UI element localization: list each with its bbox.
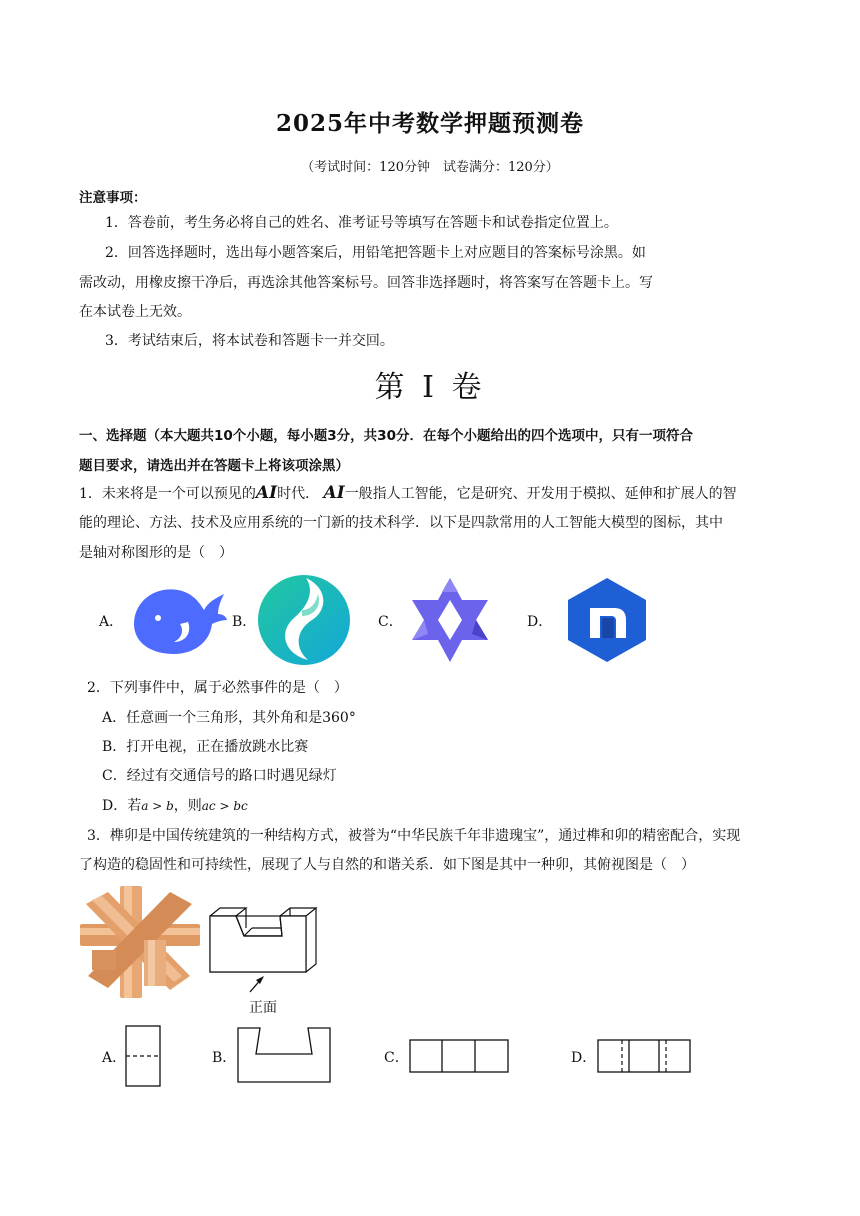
q1-text-a: 1．未来将是一个可以预见的: [79, 486, 256, 502]
notice-item-2-line-3: 在本试卷上无效。: [79, 304, 191, 320]
q2-option-b[interactable]: B．打开电视，正在播放跳水比赛: [102, 739, 309, 755]
q3-option-b-figure: [236, 1026, 334, 1084]
q2-option-c[interactable]: C．经过有交通信号的路口时遇见绿灯: [102, 768, 337, 784]
q2-d-result: ac > bc: [201, 799, 248, 813]
section-heading-line-2: 题目要求，请选出并在答题卡上将该项涂黑）: [79, 458, 349, 474]
q3-option-a-label[interactable]: A．: [102, 1050, 127, 1066]
q1-option-b-label[interactable]: B．: [232, 614, 257, 630]
q3-stem-line-2: 了构造的稳固性和可持续性，展现了人与自然的和谐关系．如下图是其中一种卯，其俯视图是（ ）: [79, 857, 695, 873]
notice-item-1: 1．答卷前，考生务必将自己的姓名、准考证号等填写在答题卡和试卷指定位置上。: [105, 215, 618, 231]
page-title: 2025年中考数学押题预测卷: [275, 110, 584, 137]
q1-stem-line-1: [79, 483, 737, 504]
swirl-logo-icon: [256, 574, 352, 666]
notice-heading: 注意事项：: [79, 190, 147, 206]
notice-item-2-line-2: 需改动，用橡皮擦干净后，再选涂其他答案标号。回答非选择题时，将答案写在答题卡上。写: [79, 275, 653, 291]
q1-text-c: 一般指人工智能，它是研究、开发用于模拟、延伸和扩展人的智: [344, 486, 737, 502]
q3-option-b-label[interactable]: B．: [212, 1050, 237, 1066]
whale-logo-icon: [128, 580, 228, 656]
q3-option-c-label[interactable]: C．: [384, 1050, 409, 1066]
q2-option-a[interactable]: A．任意画一个三角形，其外角和是360°: [102, 710, 356, 726]
q1-option-a-label[interactable]: A．: [99, 614, 124, 630]
q3-stem-line-1: 3．榫卯是中国传统建筑的一种结构方式，被誉为“中华民族千年非遗瑰宝”，通过榫和卯的精密配合，实现: [87, 828, 741, 844]
volume-heading: 第 I 卷: [374, 370, 486, 405]
section-heading-line-1: 一、选择题（本大题共10个小题，每小题3分，共30分．在每个小题给出的四个选项中，只有一项符合: [79, 428, 693, 444]
ai-term: AI: [323, 483, 345, 503]
exam-info: （考试时间：120分钟 试卷满分：120分）: [301, 160, 559, 175]
q2-d-prefix: D．若: [102, 798, 142, 814]
star-logo-icon: [402, 574, 498, 666]
q3-option-d-label[interactable]: D．: [571, 1050, 597, 1066]
q2-option-d[interactable]: [102, 796, 248, 816]
cube-logo-icon: [564, 576, 650, 664]
q3-option-d-figure: [596, 1038, 694, 1076]
q2-d-middle: ，则: [173, 798, 202, 814]
q1-stem-line-2: 能的理论、方法、技术及应用系统的一门新的技术科学．以下是四款常用的人工智能大模型的图标，其中: [79, 515, 723, 531]
q1-stem-line-3: 是轴对称图形的是（ ）: [79, 545, 233, 561]
q2-stem: 2．下列事件中，属于必然事件的是（ ）: [87, 680, 348, 696]
q3-option-c-figure: [408, 1038, 512, 1076]
front-label: 正面: [249, 1000, 277, 1016]
notice-item-3: 3．考试结束后，将本试卷和答题卡一并交回。: [105, 333, 394, 349]
notice-item-2-line-1: 2．回答选择题时，选出每小题答案后，用铅笔把答题卡上对应题目的答案标号涂黑。如: [105, 245, 646, 261]
ai-term: AI: [255, 483, 278, 503]
wooden-puzzle-image: [78, 884, 202, 1000]
q1-option-d-label[interactable]: D．: [527, 614, 553, 630]
q2-d-condition: a > b: [141, 799, 174, 813]
q1-option-c-label[interactable]: C．: [378, 614, 403, 630]
q1-text-b: 时代．: [277, 486, 320, 502]
q3-option-a-figure: [124, 1024, 164, 1088]
